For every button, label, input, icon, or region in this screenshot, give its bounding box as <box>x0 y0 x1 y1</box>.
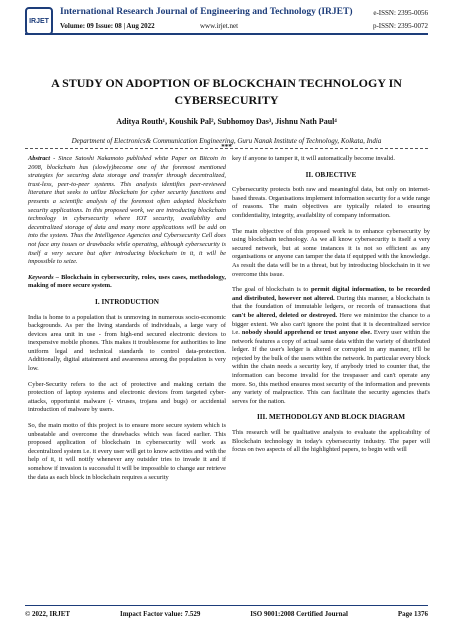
bold-run: permit digital information, to be recorded and distributed, however not altered. <box>232 286 430 302</box>
right-column <box>232 155 430 462</box>
text-run: The goal of blockchain is to <box>232 286 311 294</box>
header-rule <box>25 33 428 35</box>
paper-title: A STUDY ON ADOPTION OF BLOCKCHAIN TECHNOLOGY IN CYBERSECURITY <box>51 76 402 107</box>
abstract-text: - Since Satoshi Nakamoto published white Paper on Bitcoin in 2008, blockchain has (slowly)become one of the foremost mentioned strategies for securing data storage and transfer through decentralized, trust-less, peer-to-peer systems. This analysis identifies peer-reviewed literature that seeks to utilize Blockchain for cyber security functions and presents a scientific analysis of the foremost often adopted blockchain security applications. In this proposed work, we are introducing blockchain technology in cybersecurity where IOT security, availability and decentralized storage of data and many more applications will be add on into the system. Thus the Intelligence Agencies and Cybersecurity Cell does not face any issues or drawbacks while operating, although cybersecurity is itself a very secure but after introducing blockchain in it, it will be impossible to seize. <box>28 155 226 266</box>
footer-copyright: © 2022, IRJET <box>25 610 71 618</box>
keywords <box>28 274 226 291</box>
eissn: e-ISSN: 2395-0056 <box>373 9 428 17</box>
volume-issue: Volume: 09 Issue: 08 | Aug 2022 <box>60 22 155 30</box>
keywords-label: Keywords <box>28 273 54 281</box>
paragraph: Cybersecurity protects both raw and meaningful data, but only on internet-based threats. Organisations implement information security for a wide range of reasons. The main objectives are typically related to ensuring confidentiality, integrity, availability of company information. <box>232 186 430 219</box>
paragraph: This research will be qualitative analysis to evaluate the applicability of Blockchain technology in today's cybersecurity industry. The paper will focus on two aspects of all the highlighted papers, to begin with will <box>232 429 430 454</box>
authors: Aditya Routh¹, Koushik Pal², Subhomoy Das³, Jishnu Nath Paul⁴ <box>116 117 337 126</box>
paragraph: Cyber-Security refers to the act of protective and making certain the protection of laptop systems and electronic devices from targeted cyber-attacks, opportunist malware (- viruses, trojans and bugs) or accidental introduction of malware by users. <box>28 380 226 414</box>
paragraph: The main objective of this proposed work is to enhance cybersecurity by using blockchain technology. As we all know cybersecurity is itself a very secured network, but at some instances it is not so efficient as any organisations or anyone can tamper the data if equipped with the knowledge. As result the data will be in a threat, but by introducing blockchain in it we overcome this issue. <box>232 227 430 278</box>
section-heading-methodology: III. METHODOLGY AND BLOCK DIAGRAM <box>256 413 406 422</box>
bold-run: can't be altered, deleted or destroyed. <box>232 311 338 319</box>
paragraph: India is home to a population that is unmoving in numerous socio-economic backgrounds. As per the living standards of individuals, a large vary of devices area unit in use - from high-end secured electronic devices to inexpensive mobile phones. This makes it troublesome for authorities to line uniform legal and technical standards to control data-protection. Additionally, digital attainment and awareness among the population is very low. <box>28 313 226 373</box>
text-run: Here we minimize the chance to a bigger extent. We also can't ignore the point that it is decentralized service i.e. <box>232 311 430 337</box>
affiliation: Department of Electronics& Communication Engineering, Guru Nanak Institute of Technology, Kolkata, India <box>71 137 382 145</box>
journal-title: International Research Journal of Engineering and Technology (IRJET) <box>60 7 353 17</box>
abstract-label: Abstract <box>28 155 51 162</box>
footer <box>25 610 428 618</box>
footer-page: Page 1376 <box>397 610 428 618</box>
abstract <box>28 155 226 267</box>
paragraph: key if anyone to tamper it, it will automatically become invalid. <box>232 155 395 162</box>
paragraph <box>232 286 430 406</box>
bold-run: nobody should apprehend or trust anyone else. <box>241 329 372 337</box>
section-heading-introduction: I. INTRODUCTION <box>95 297 159 306</box>
journal-logo: IRJET <box>25 7 53 35</box>
text-run: Every user within the network features a copy of actual same data within the variety of distributed ledger. If the user's ledger is altered or corrupted in any manner, it'll be rejected by the bulk of the users within the network. In particular every block within the chain needs a security key, if anybody tried to counter that, the information can become invalid for the trespasser and can't operate any more. So, this method ensures most security of the information and prevents any variety of malpractice. This can facilitate the security agencies that's serves for the nation. <box>232 329 431 405</box>
text-run: During this manner, a blockchain is that the foundation of immutable ledgers, or records of transactions that <box>232 294 430 311</box>
pissn: p-ISSN: 2395-0072 <box>372 22 428 30</box>
separator-stars: *** <box>221 143 232 151</box>
section-heading-objective: II. OBJECTIVE <box>305 170 357 179</box>
footer-impact: Impact Factor value: 7.529 <box>119 610 201 618</box>
footer-iso: ISO 9001:2008 Certified Journal <box>250 610 348 618</box>
website-link[interactable]: www.irjet.net <box>200 22 239 30</box>
footer-rule <box>25 605 428 606</box>
keywords-text: – Blockchain in cybersecurity, roles, uses cases, methodology, making of more secure system. <box>28 273 226 290</box>
left-column <box>28 155 226 489</box>
paragraph: So, the main motto of this project is to ensure more secure system which is unbeatable and overcome the drawbacks which was faced earlier. This proposed application of blockchain in cybersecurity will work as decentralized system i.e. it every user will get to know activities and with the help of it, it will notify whenever any outsider tries to invade it and if somehow if invasion is successful it will be impossible to change aur retrieve the data as each block in blockchain requires a security <box>28 422 226 481</box>
